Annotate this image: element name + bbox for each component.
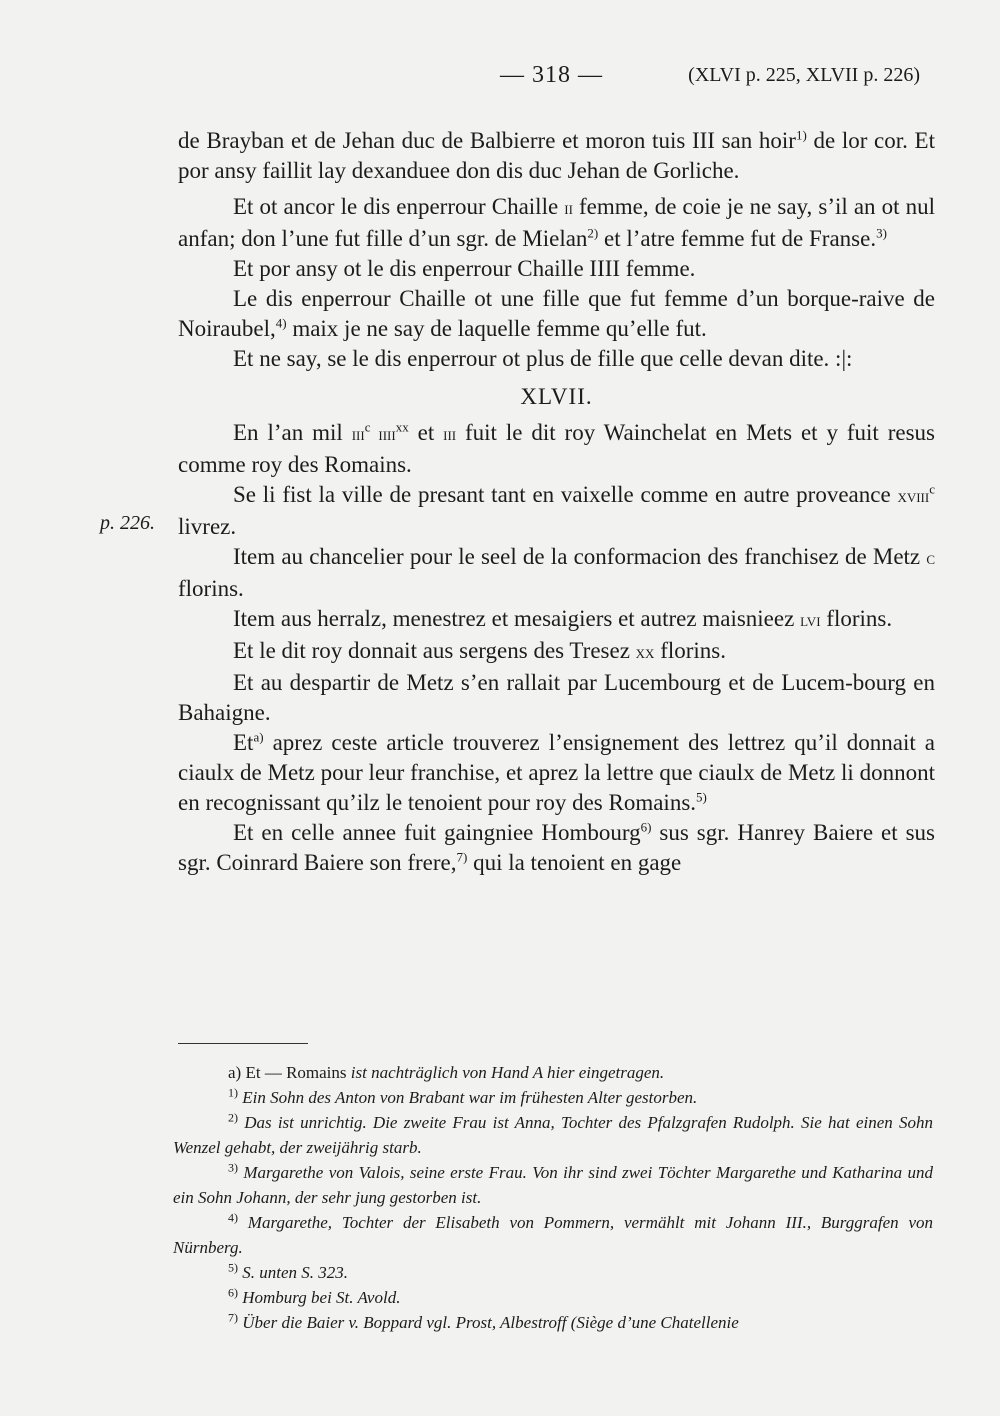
paragraph: Item aus herralz, menestrez et mesaigiers et autrez maisnieez lvi florins. <box>233 606 893 631</box>
footnote-ref: a) <box>253 729 264 745</box>
footnote: $^{7)}$ Über die Baier v. Boppard vgl. Prost, Albestroff (Siège d’une Chatellenie <box>228 1310 739 1332</box>
page-number: — 318 — <box>500 62 603 88</box>
paragraph: Et en celle annee fuit gaingniee Hombourg$^{6)}$ sus sgr. Hanrey Baiere et sus sgr. Coinrard Baiere son frere,$^{7)}$ qui la tenoient en gage <box>178 819 935 875</box>
footnote: a) Et — Romains ist nachträglich von Hand A hier eingetragen. <box>228 1063 665 1082</box>
footnote-ref: 5) <box>696 789 707 805</box>
section-title: XLVII. <box>520 384 593 409</box>
paragraph: Et$^{a)}$ aprez ceste article trouverez l’ensignement des lettrez qu’il donnait a ciaulx de Metz pour leur franchise, et aprez la lettre que ciaulx de Metz li donnont en recognissant qu’ilz le tenoient pour roy des Romains.$^{5)}$ <box>178 729 935 815</box>
footnote-ref: 6) <box>640 819 652 835</box>
margin-note: p. 226. <box>100 512 155 534</box>
footnote: $^{3)}$ Margarethe von Valois, seine erste Frau. Von ihr sind zwei Töchter Margarethe und Katharina und ein Sohn Johann, der sehr jung gestorben ist. <box>173 1160 933 1207</box>
footnote: $^{2)}$ Das ist unrichtig. Die zweite Frau ist Anna, Tochter des Pfalzgrafen Rudolph. Sie hat einen Sohn Wenzel gehabt, der zweijährig starb. <box>173 1110 933 1157</box>
page-header <box>0 62 1000 92</box>
footnote-ref: 1) <box>795 127 807 143</box>
footnote-divider <box>178 1043 308 1044</box>
footnote-ref: 2) <box>587 225 599 241</box>
footnote: $^{5)}$ S. unten S. 323. <box>228 1260 349 1282</box>
paragraph: Se li fist la ville de presant tant en vaixelle comme en autre proveance xviii$^c$ livrez. <box>178 481 935 539</box>
paragraph: Et au despartir de Metz s’en rallait par Lucembourg et de Lucem-bourg en Bahaigne. <box>178 670 935 725</box>
footnote-ref: 3) <box>876 225 887 241</box>
paragraph: En l’an mil iii$^c$ iiii$^{xx}$ et iii fuit le dit roy Wainchelat en Mets et y fuit resus comme roy des Romains. <box>178 419 935 477</box>
paragraph: de Brayban et de Jehan duc de Balbierre et moron tuis III san hoir$^{1)}$ de lor cor. Et por ansy faillit lay dexanduee don dis duc Jehan de Gorliche. <box>178 127 935 183</box>
page-reference: (XLVI p. 225, XLVII p. 226) <box>688 64 920 86</box>
footnote: $^{6)}$ Homburg bei St. Avold. <box>228 1285 401 1307</box>
paragraph: Et ne say, se le dis enperrour ot plus de fille que celle devan dite. :|: <box>233 346 853 371</box>
footnotes <box>173 1060 933 1335</box>
paragraph: Le dis enperrour Chaille ot une fille que fut femme d’un borque-raive de Noiraubel,$^{4)}$ maix je ne say de laquelle femme qu’elle fut. <box>178 286 935 341</box>
paragraph: Et ot ancor le dis enperrour Chaille ii femme, de coie je ne say, s’il an ot nul anfan; don l’une fut fille d’un sgr. de Mielan$^{2)}$ et l’atre femme fut de Franse.$^{3)}$ <box>178 194 935 251</box>
footnote: $^{1)}$ Ein Sohn des Anton von Brabant war im frühesten Alter gestorben. <box>228 1085 698 1107</box>
footnote-ref: 7) <box>456 849 468 865</box>
footnote-ref: 4) <box>275 315 287 331</box>
paragraph: Item au chancelier pour le seel de la conformacion des franchisez de Metz c florins. <box>178 544 935 601</box>
main-text <box>178 126 935 878</box>
paragraph: Et le dit roy donnait aus sergens des Tresez xx florins. <box>233 638 727 663</box>
footnote: $^{4)}$ Margarethe, Tochter der Elisabeth von Pommern, vermählt mit Johann III., Burggrafen von Nürnberg. <box>173 1210 933 1257</box>
paragraph: Et por ansy ot le dis enperrour Chaille IIII femme. <box>233 256 696 281</box>
